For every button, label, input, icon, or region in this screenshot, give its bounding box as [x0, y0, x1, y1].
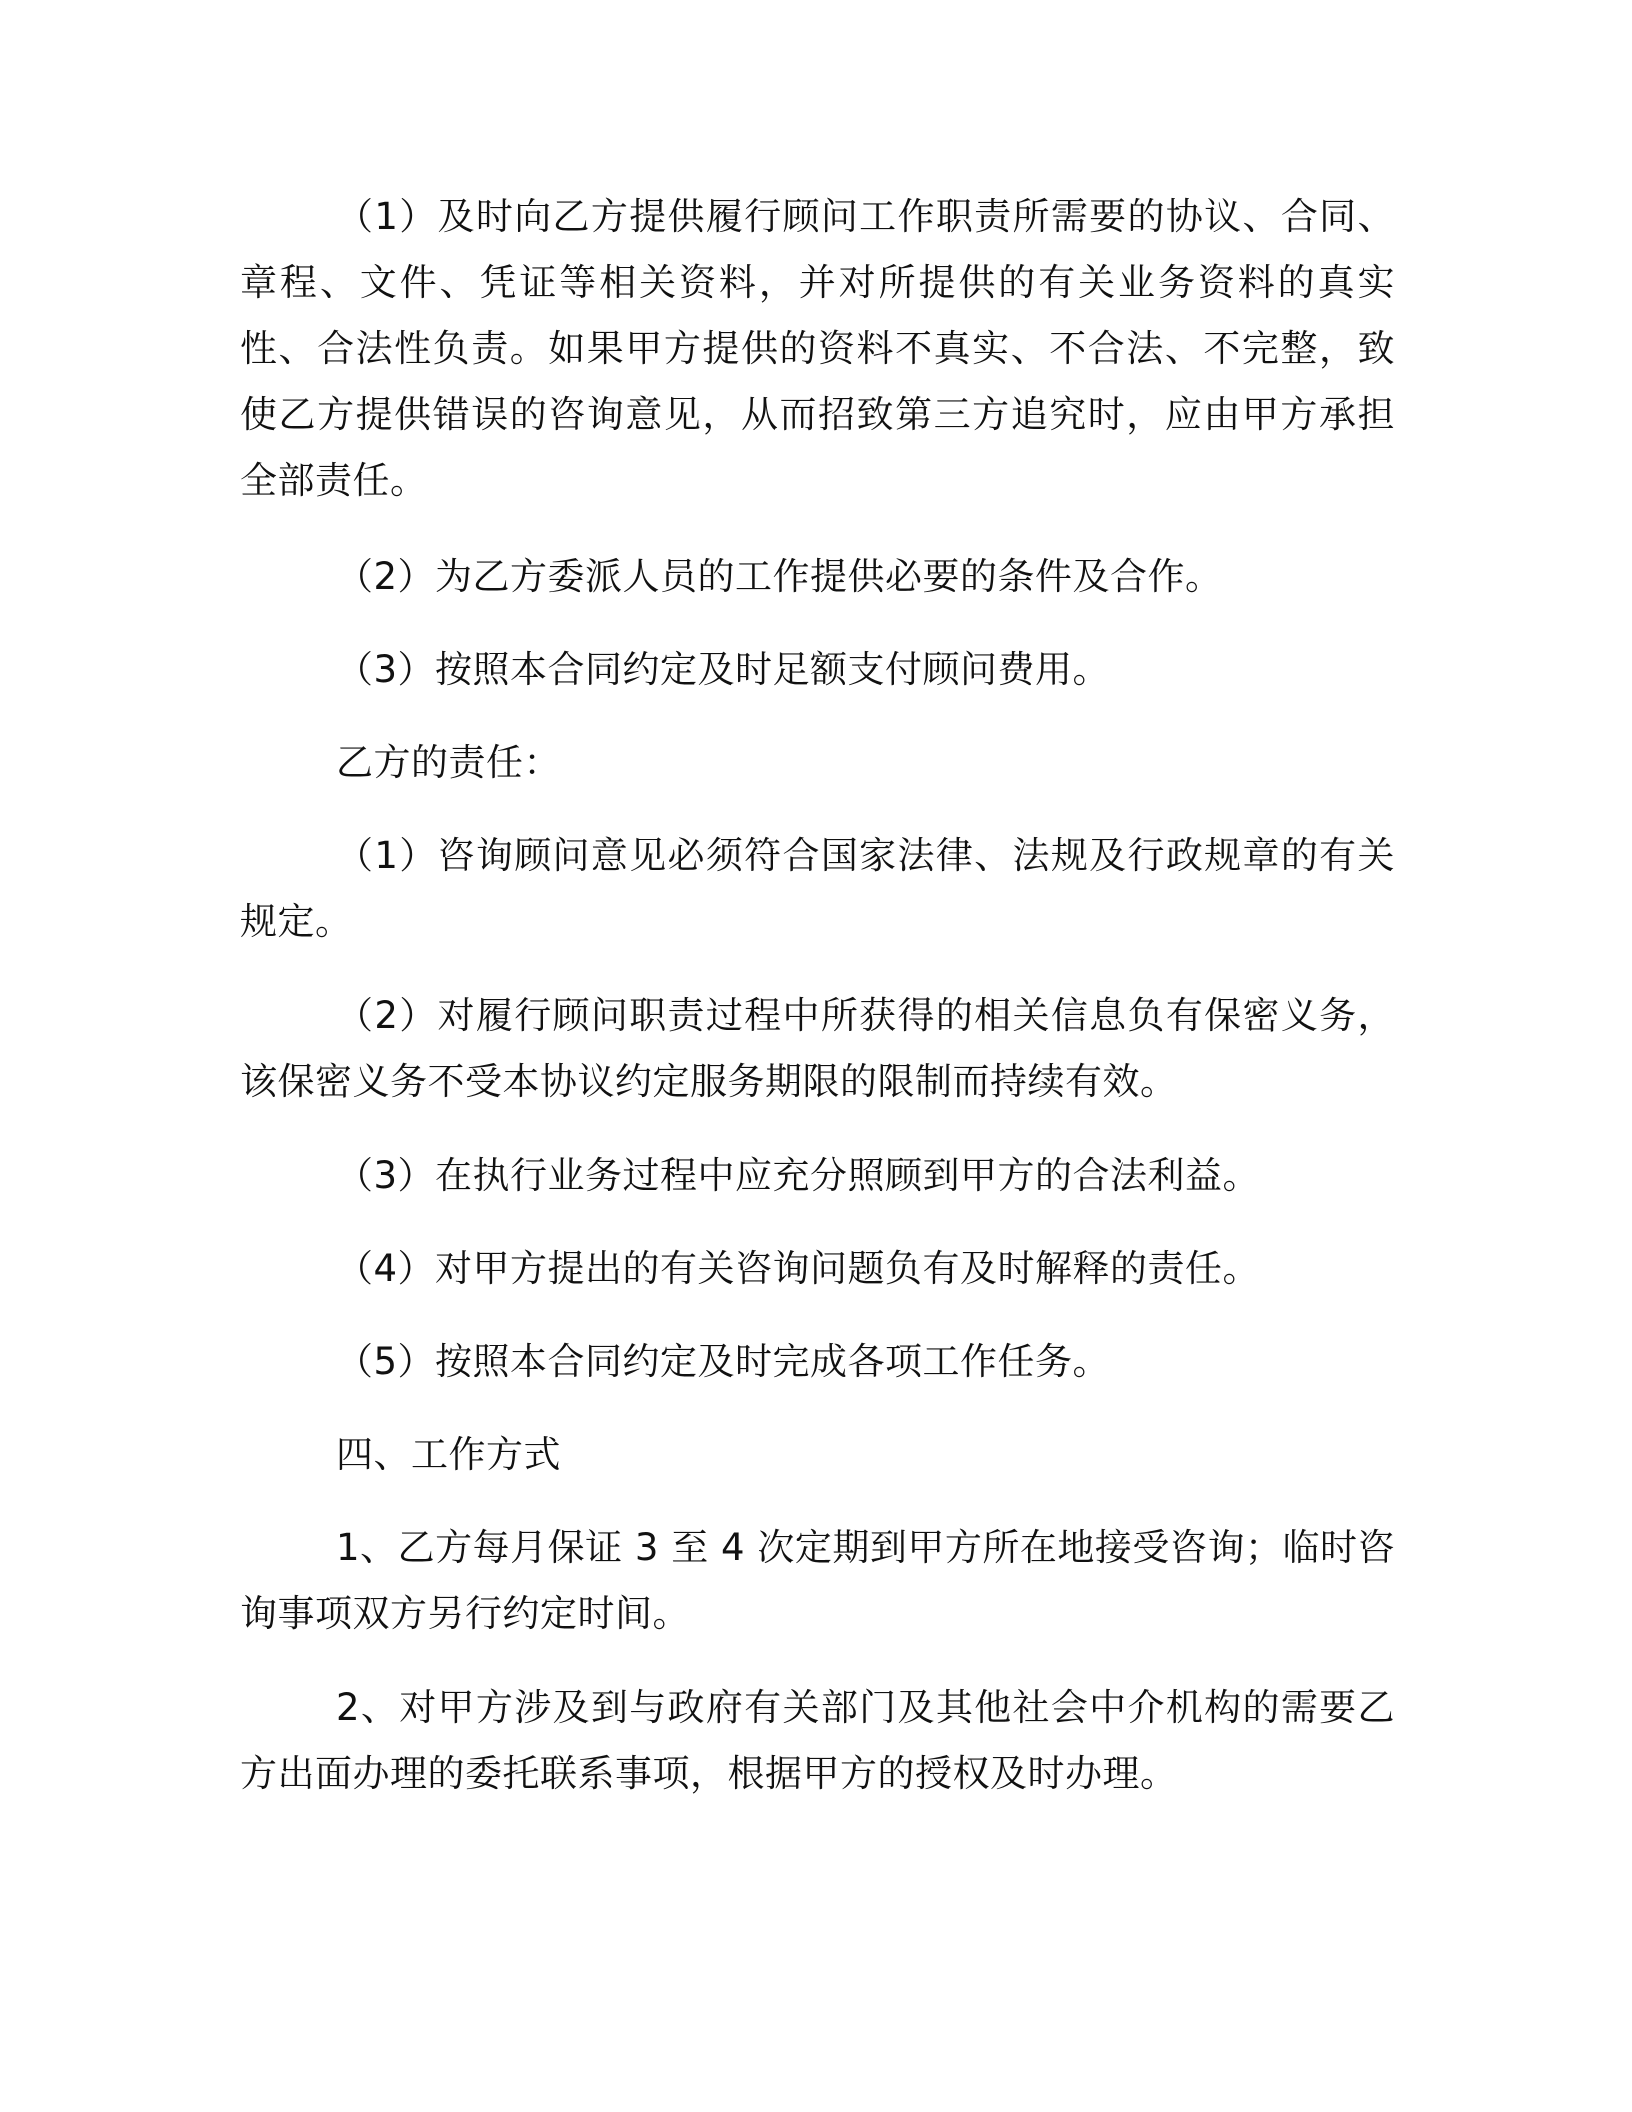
paragraph-party-a-duty-3: （3）按照本合同约定及时足额支付顾问费用。	[336, 648, 1111, 691]
paragraph-party-b-duty-4: （4）对甲方提出的有关咨询问题负有及时解释的责任。	[336, 1247, 1261, 1290]
paragraph-work-method-2: 2、对甲方涉及到与政府有关部门及其他社会中介机构的需要乙方出面办理的委托联系事项，根据甲方的授权及时办理。	[240, 1686, 1395, 1795]
paragraph-party-b-duty-1: （1）咨询顾问意见必须符合国家法律、法规及行政规章的有关规定。	[240, 834, 1395, 943]
paragraph-party-b-duty-5: （5）按照本合同约定及时完成各项工作任务。	[336, 1340, 1111, 1383]
heading-party-b-responsibilities: 乙方的责任：	[336, 741, 561, 784]
paragraph-party-b-duty-3: （3）在执行业务过程中应充分照顾到甲方的合法利益。	[336, 1154, 1261, 1197]
paragraph-party-a-duty-2: （2）为乙方委派人员的工作提供必要的条件及合作。	[336, 555, 1223, 598]
section-heading-work-method: 四、工作方式	[336, 1433, 561, 1476]
paragraph-party-a-duty-1: （1）及时向乙方提供履行顾问工作职责所需要的协议、合同、章程、文件、凭证等相关资料，并对所提供的有关业务资料的真实性、合法性负责。如果甲方提供的资料不真实、不合法、不完整，致使乙方提供错误的咨询意见，从而招致第三方追究时，应由甲方承担全部责任。	[240, 195, 1395, 502]
paragraph-work-method-1: 1、乙方每月保证 3 至 4 次定期到甲方所在地接受咨询；临时咨询事项双方另行约定时间。	[240, 1526, 1395, 1635]
paragraph-party-b-duty-2: （2）对履行顾问职责过程中所获得的相关信息负有保密义务，该保密义务不受本协议约定服务期限的限制而持续有效。	[240, 994, 1395, 1103]
